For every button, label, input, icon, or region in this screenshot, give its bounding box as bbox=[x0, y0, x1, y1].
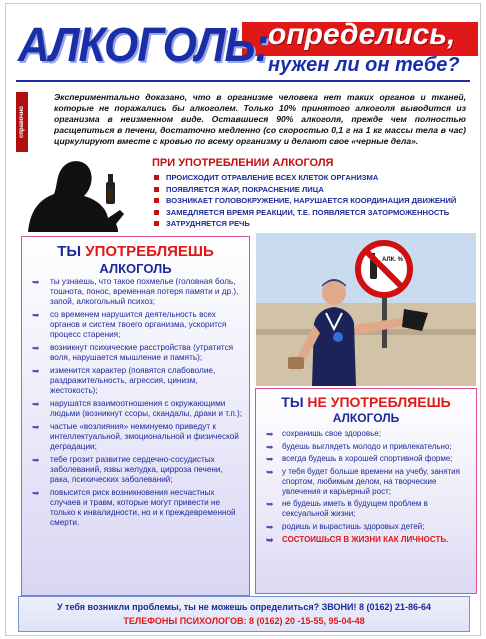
list-item-text: родишь и вырастишь здоровых детей; bbox=[282, 521, 425, 531]
list-item bbox=[264, 442, 474, 452]
effects-item: ВОЗНИКАЕТ ГОЛОВОКРУЖЕНИЕ, НАРУШАЕТСЯ КООРДИНАЦИЯ ДВИЖЕНИЙ bbox=[152, 195, 456, 207]
list-item-text: не будешь иметь в будущем проблем в сексуальной жизни; bbox=[282, 499, 428, 519]
bullet-arrow-icon: ➥ bbox=[32, 310, 40, 320]
list-item bbox=[30, 399, 244, 419]
panel-not-drinking-title-accent: НЕ УПОТРЕБЛЯЕШЬ bbox=[307, 394, 451, 410]
svg-text:АЛК. %: АЛК. % bbox=[382, 257, 403, 263]
no-alcohol-sign-icon bbox=[358, 243, 410, 295]
panel-drinking-subtitle: АЛКОГОЛЬ bbox=[99, 261, 172, 276]
list-item-text: всегда будешь в хорошей спортивной форме; bbox=[282, 454, 453, 464]
list-item-text: сохранишь свое здоровье; bbox=[282, 429, 381, 438]
poster bbox=[5, 3, 481, 636]
list-item bbox=[264, 499, 474, 519]
reference-tag: справочно bbox=[16, 92, 28, 152]
list-item bbox=[30, 366, 244, 396]
intro-text: Экспериментально доказано, что в организме человека нет таких органов и тканей, которые не поражались бы алкоголем. Только 10% принятого алкоголя выводится из организма в неизменном виде. Оставшиеся 90% алкоголя, прежде чем полностью расщепиться в печени, достаточно медленно (со скоростью 0,1 г на 1 кг массы тела в час) циркулируют вместе с кровью по всему организму и делают свое «черные дела». bbox=[54, 92, 466, 146]
bullet-arrow-icon: ➥ bbox=[266, 534, 274, 545]
bullet-arrow-icon: ➥ bbox=[32, 488, 40, 498]
bullet-arrow-icon: ➥ bbox=[32, 343, 40, 353]
list-item bbox=[30, 488, 244, 528]
panel-drinking-title-accent: УПОТРЕБЛЯЕШЬ bbox=[85, 243, 214, 260]
bullet-arrow-icon: ➥ bbox=[32, 277, 40, 287]
list-item bbox=[264, 467, 474, 497]
effects-item: ЗАМЕДЛЯЕТСЯ ВРЕМЯ РЕАКЦИИ, Т.Е. ПОЯВЛЯЕТСЯ ЗАТОРМОЖЕННОСТЬ bbox=[152, 207, 456, 219]
bullet-arrow-icon: ➥ bbox=[266, 454, 274, 465]
title-accent: определись, bbox=[268, 18, 456, 51]
panel-not-drinking-title bbox=[256, 394, 476, 410]
panel-drinking-title bbox=[22, 243, 249, 260]
bullet-arrow-icon: ➥ bbox=[266, 441, 274, 452]
panel-not-drinking-subtitle: АЛКОГОЛЬ bbox=[332, 411, 400, 425]
list-item-text: возникнут психические расстройства (утратится воля, нарушается мышление и память); bbox=[50, 343, 234, 362]
effects-title: ПРИ УПОТРЕБЛЕНИИ АЛКОГОЛЯ bbox=[152, 157, 334, 169]
list-item-text: тебе грозит развитие сердечно-сосудистых заболеваний, язвы желудка, цирроза печени, рака, психических заболеваний; bbox=[50, 455, 223, 484]
psychologists-phones: ТЕЛЕФОНЫ ПСИХОЛОГОВ: 8 (0162) 20 -15-55, 95-04-48 bbox=[123, 616, 365, 626]
effects-item: ПОЯВЛЯЕТСЯ ЖАР, ПОКРАСНЕНИЕ ЛИЦА bbox=[152, 184, 456, 196]
list-item bbox=[30, 422, 244, 452]
list-item bbox=[264, 535, 474, 545]
list-item-text: ты узнаешь, что такое похмелье (головная боль, тошнота, понос, временная потеря памяти и др.), запой, алкогольный психоз; bbox=[50, 277, 239, 306]
bullet-arrow-icon: ➥ bbox=[32, 399, 40, 409]
list-item-text: частые «возлияния» неминуемо приведут к интеллектуальной, эмоциональной и физической деградации; bbox=[50, 422, 239, 451]
header-divider bbox=[16, 80, 470, 82]
helpline-footer bbox=[18, 596, 470, 632]
sportsman-photo bbox=[256, 233, 476, 386]
panel-not-drinking bbox=[255, 388, 477, 594]
bullet-arrow-icon: ➥ bbox=[32, 422, 40, 432]
effects-item: ПРОИСХОДИТ ОТРАВЛЕНИЕ ВСЕХ КЛЕТОК ОРГАНИЗМА bbox=[152, 172, 456, 184]
bullet-arrow-icon: ➥ bbox=[266, 499, 274, 510]
list-item bbox=[264, 522, 474, 532]
silhouette-drinker-image bbox=[28, 154, 128, 232]
title-subtitle: нужен ли он тебе? bbox=[268, 54, 460, 76]
list-item bbox=[30, 343, 244, 363]
panel-drinking bbox=[21, 236, 250, 596]
bullet-arrow-icon: ➥ bbox=[32, 366, 40, 376]
bullet-arrow-icon: ➥ bbox=[266, 521, 274, 532]
list-item-text: СОСТОИШЬСЯ В ЖИЗНИ КАК ЛИЧНОСТЬ. bbox=[282, 534, 449, 544]
bullet-arrow-icon: ➥ bbox=[266, 429, 274, 439]
bullet-arrow-icon: ➥ bbox=[266, 466, 274, 477]
list-item bbox=[30, 277, 244, 307]
page-title: АЛКОГОЛЬ: bbox=[18, 18, 269, 72]
sober-benefits-list bbox=[264, 429, 474, 547]
list-item bbox=[264, 454, 474, 464]
list-item bbox=[30, 310, 244, 340]
list-item-text: изменится характер (появятся слабоволие, раздражительность, агрессия, цинизм, жестокость); bbox=[50, 366, 216, 395]
list-item-text: повысится риск возникновения несчастных случаев и травм, которые могут привести не только к инвалидности, но и к преждевременной смерти. bbox=[50, 488, 236, 527]
effects-list bbox=[152, 172, 456, 230]
drinking-consequences-list bbox=[30, 277, 244, 531]
list-item-text: со временем нарушится деятельность всех органов и систем твоего организма, ускорится процесс старения; bbox=[50, 310, 227, 339]
bullet-arrow-icon: ➥ bbox=[32, 455, 40, 465]
list-item bbox=[264, 429, 474, 439]
list-item-text: будешь выглядеть молодо и привлекательно; bbox=[282, 441, 452, 451]
effects-item: ЗАТРУДНЯЕТСЯ РЕЧЬ bbox=[152, 218, 456, 230]
panel-not-drinking-title-prefix: ТЫ bbox=[281, 394, 308, 410]
helpline-text: У тебя возникли проблемы, ты не можешь определиться? ЗВОНИ! 8 (0162) 21-86-64 bbox=[56, 602, 432, 612]
list-item bbox=[30, 455, 244, 485]
panel-drinking-title-prefix: ТЫ bbox=[57, 243, 86, 260]
list-item-text: нарушатся взаимоотношения с окружающими людьми (возникнут ссоры, скандалы, драки и т.п.); bbox=[50, 399, 243, 418]
list-item-text: у тебя будет больше времени на учебу, занятия спортом, любимым делом, на творческие увлечения и карьерный рост; bbox=[282, 466, 460, 496]
